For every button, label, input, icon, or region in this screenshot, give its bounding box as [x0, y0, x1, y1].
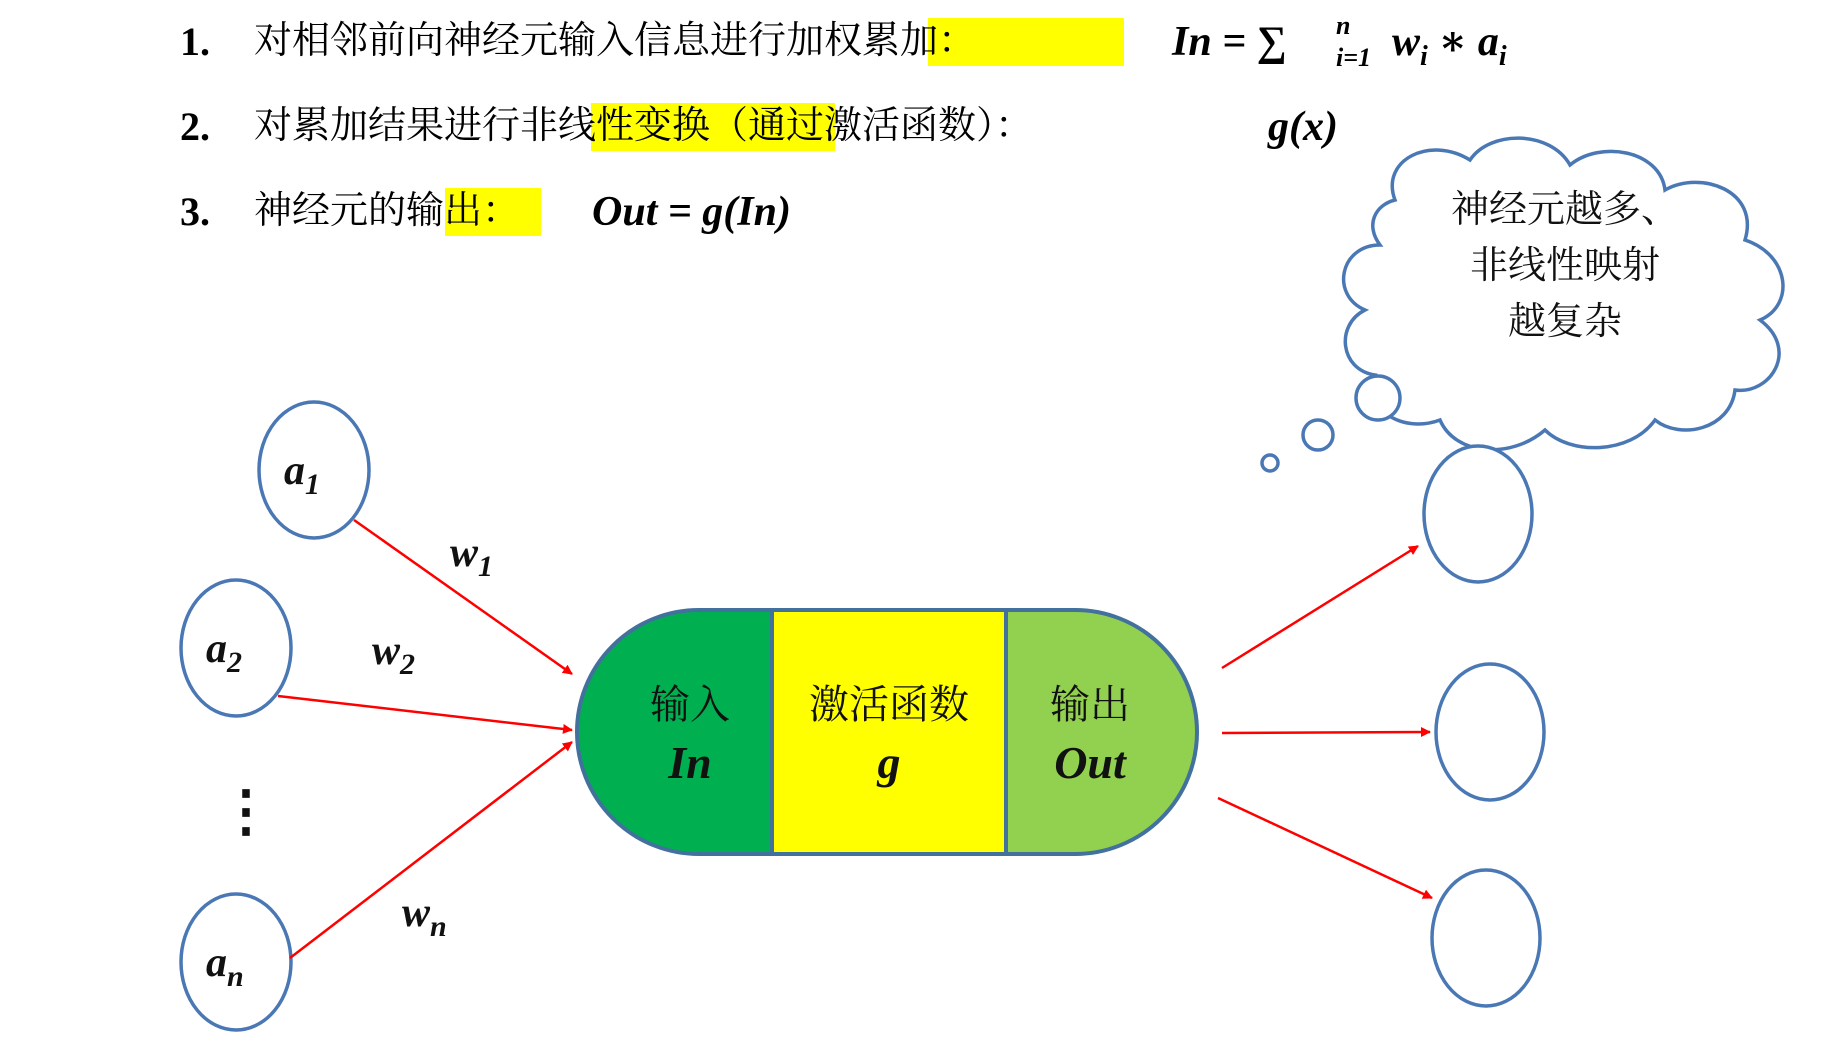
- step-1-number: 1.: [180, 19, 210, 64]
- neuron-activation-label: 激活函数: [809, 682, 969, 728]
- arrow-output-3: [1218, 798, 1432, 898]
- arrow-output-1: [1222, 546, 1418, 668]
- step-3-highlight: 输出: [406, 188, 483, 232]
- svg-text:神经元的输出：: [254, 188, 520, 232]
- input-neurons: [181, 402, 369, 1030]
- step-3-formula: Out = g(In): [592, 189, 791, 235]
- step-2-formula: g(x): [1268, 104, 1338, 150]
- step-1: [180, 11, 1507, 72]
- input-label-2: $a_2$: [206, 626, 242, 679]
- thought-bubble-medium: [1303, 420, 1333, 450]
- neuron-output-segment: [1006, 610, 1197, 854]
- step-2-post: （通过激活函数）：: [710, 103, 1034, 147]
- weight-label-n: $w_n$: [402, 890, 447, 943]
- arrow-output-2: [1222, 732, 1430, 733]
- weight-label-2: $w_2$: [372, 628, 416, 681]
- vertical-ellipsis: ⋮: [218, 778, 274, 844]
- step-1-sub: i=1: [1336, 43, 1372, 72]
- svg-text:对相邻前向神经元输入信息进行加权累加：: [254, 18, 976, 62]
- step-1-text: 对相邻前向神经元输入信息进行: [254, 18, 787, 62]
- neuron: [577, 610, 1197, 854]
- cloud-line-3: 越复杂: [1507, 299, 1623, 343]
- neuron-input-symbol: In: [668, 737, 712, 788]
- step-1-tail-sub2: i: [1498, 41, 1507, 72]
- step-1-sep: ：: [938, 18, 977, 62]
- output-neuron-2: [1436, 664, 1544, 800]
- neuron-input-segment: [577, 610, 772, 854]
- step-2-number: 2.: [180, 104, 210, 149]
- input-label-1: $a_1$: [284, 448, 320, 501]
- neuron-activation-segment: [772, 610, 1006, 854]
- step-2-highlight: 非线性变换: [520, 103, 711, 147]
- output-neuron-1: [1424, 446, 1532, 582]
- output-neurons: [1424, 446, 1544, 1006]
- neuron-activation-symbol: g: [877, 737, 901, 788]
- step-2: [180, 103, 1338, 151]
- output-neuron-3: [1432, 870, 1540, 1006]
- step-1-formula: In = ∑: [1172, 19, 1287, 65]
- svg-text:对累加结果进行非线性变换（通过激活函数）：: [254, 103, 1033, 147]
- svg-text:In = ∑: [1171, 19, 1287, 65]
- weight-label-1: $w_1$: [450, 530, 494, 583]
- step-2-text: 对累加结果进行: [254, 103, 521, 147]
- step-1-tail2: ∗ a: [1427, 19, 1499, 65]
- thought-bubble-small: [1262, 455, 1278, 471]
- input-label-n: $a_n$: [206, 940, 244, 993]
- thought-bubble-large: [1356, 376, 1400, 420]
- step-3: [180, 188, 791, 236]
- cloud-shape: [1344, 138, 1783, 450]
- neuron-output-symbol: Out: [1054, 737, 1126, 788]
- step-3-sep: ：: [482, 188, 521, 232]
- step-1-tail: w: [1392, 19, 1421, 65]
- svg-text:wi ∗ ai: [1392, 19, 1507, 72]
- cloud-line-2: 非线性映射: [1469, 243, 1661, 287]
- step-1-tail-sub: i: [1420, 41, 1428, 72]
- neuron-input-label: 输入: [650, 682, 730, 728]
- arrow-input-2: [278, 696, 572, 730]
- cloud-line-1: 神经元越多、: [1450, 187, 1680, 231]
- step-1-sup: n: [1336, 11, 1351, 40]
- steps-list: [180, 11, 1507, 236]
- step-3-text: 神经元的: [254, 188, 407, 232]
- step-1-highlight: 加权累加: [786, 18, 939, 62]
- step-3-number: 3.: [180, 189, 210, 234]
- neuron-output-label: 输出: [1050, 682, 1130, 728]
